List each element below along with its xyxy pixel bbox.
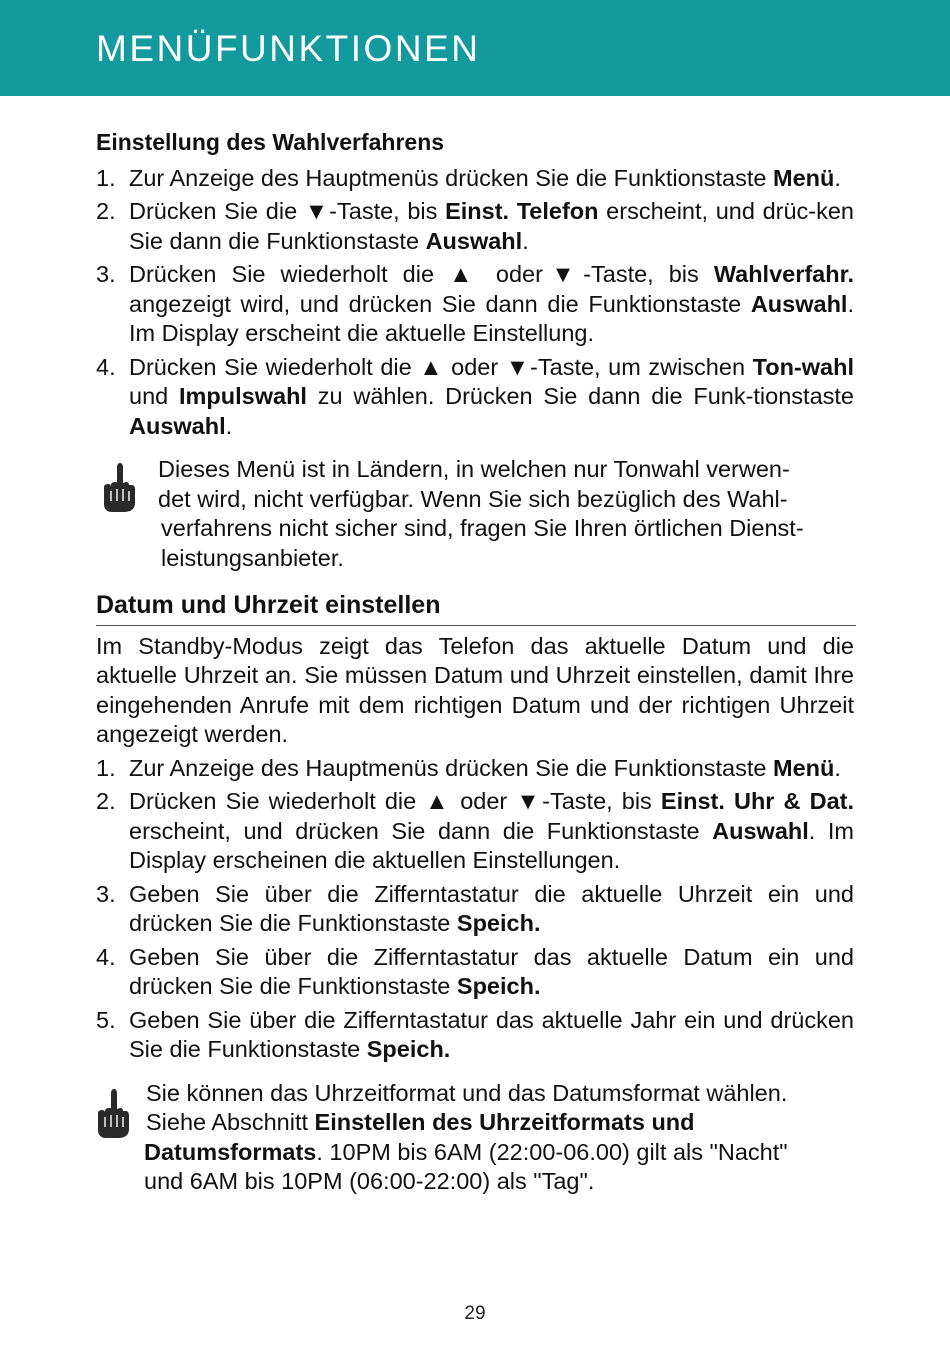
note-line: Sie können das Uhrzeitformat und das Datumsformat wählen. bbox=[146, 1079, 788, 1106]
step-text: Geben Sie über die Zifferntastatur das aktuelle Jahr ein und drücken Sie die Funktionstaste bbox=[129, 1006, 854, 1062]
step-text: Drücken Sie die ▼-Taste, bis bbox=[129, 198, 446, 224]
step-bold-text: Menü bbox=[773, 164, 835, 191]
note-line: verfahrens nicht sicher sind, fragen Sie Ihren örtlichen Dienst- bbox=[161, 515, 804, 541]
step-number: 2. bbox=[96, 788, 116, 814]
step-text: Drücken Sie wiederholt die ▲ oder ▼-Taste, um zwischen bbox=[129, 353, 753, 380]
step-bold-text: Einst. Uhr & Dat. bbox=[660, 788, 854, 814]
list-item bbox=[96, 164, 854, 194]
page-number: 29 bbox=[464, 1303, 486, 1324]
list-item bbox=[96, 787, 854, 876]
list-item bbox=[96, 1006, 854, 1065]
steps-list-date-time bbox=[96, 754, 854, 1065]
step-bold-text: Wahlverfahr. bbox=[713, 261, 854, 287]
step-text: Zur Anzeige des Hauptmenüs drücken Sie die Funktionstaste bbox=[129, 754, 774, 781]
page-content bbox=[96, 128, 854, 1197]
step-number: 4. bbox=[96, 353, 116, 380]
note-box-dialing bbox=[96, 455, 854, 573]
step-bold-text: Impulswahl bbox=[179, 383, 307, 409]
step-text: angezeigt wird, und drücken Sie dann die Funktionstaste bbox=[129, 290, 751, 317]
step-bold-text: Ton-wahl bbox=[752, 353, 854, 380]
pointing-hand-icon bbox=[96, 1087, 130, 1139]
list-item bbox=[96, 754, 854, 784]
section-intro: Im Standby-Modus zeigt das Telefon das aktuelle Datum und die aktuelle Uhrzeit an. Sie müssen Datum und Uhrzeit einstellen, damit Ihre eingehenden Anrufe mit dem richtigen Datum und der richtigen Uhrzeit angezeigt werden. bbox=[96, 632, 854, 747]
step-bold-text: Auswahl bbox=[129, 412, 226, 439]
note-line bbox=[146, 1108, 834, 1138]
list-item bbox=[96, 880, 854, 939]
note-line: und 6AM bis 10PM (06:00-22:00) als "Tag". bbox=[144, 1168, 595, 1194]
note-bold-text: Einstellen des Uhrzeitformats und bbox=[314, 1109, 695, 1135]
list-item bbox=[96, 353, 854, 442]
note-text bbox=[146, 1079, 834, 1197]
note-text-span: . 10PM bis 6AM (22:00-06.00) gilt als "Nacht" bbox=[316, 1138, 788, 1165]
step-text: erscheint, und drüc-ken Sie dann die Funktionstaste bbox=[129, 198, 854, 254]
step-text: Geben Sie über die Zifferntastatur die aktuelle Uhrzeit ein und drücken Sie die Funktionstaste bbox=[129, 880, 854, 936]
step-bold-text: Speich. bbox=[456, 910, 541, 936]
note-box-time-format bbox=[96, 1079, 854, 1197]
step-text: . Im Display erscheinen die aktuellen Einstellungen. bbox=[129, 817, 854, 873]
note-line: det wird, nicht verfügbar. Wenn Sie sich bezüglich des Wahl- bbox=[158, 485, 788, 512]
page-header-bar bbox=[0, 0, 950, 96]
step-text: Geben Sie über die Zifferntastatur das aktuelle Datum ein und drücken Sie die Funktionstaste bbox=[129, 943, 854, 999]
step-number: 1. bbox=[96, 164, 116, 191]
pointing-hand-icon bbox=[102, 461, 136, 513]
step-number: 5. bbox=[96, 1006, 116, 1033]
step-bold-text: Auswahl bbox=[425, 227, 523, 254]
step-text: Drücken Sie wiederholt die ▲ oder▼-Taste, bis bbox=[129, 261, 714, 287]
note-line: leistungsanbieter. bbox=[161, 544, 344, 571]
step-number: 4. bbox=[96, 943, 116, 970]
step-number: 3. bbox=[96, 261, 116, 287]
list-item bbox=[96, 943, 854, 1002]
step-text: . Im Display erscheint die aktuelle Einstellung. bbox=[129, 290, 854, 346]
step-bold-text: Menü bbox=[773, 754, 835, 781]
step-bold-text: Auswahl bbox=[712, 817, 809, 844]
list-item bbox=[96, 260, 854, 349]
step-text: . bbox=[522, 227, 529, 254]
step-number: 2. bbox=[96, 198, 116, 224]
step-text: Drücken Sie wiederholt die ▲ oder ▼-Taste, bis bbox=[129, 788, 661, 814]
list-item bbox=[96, 197, 854, 256]
step-bold-text: Auswahl bbox=[750, 290, 848, 317]
step-bold-text: Speich. bbox=[366, 1036, 451, 1062]
step-number: 3. bbox=[96, 880, 116, 907]
section-heading-dialing-mode: Einstellung des Wahlverfahrens bbox=[96, 129, 445, 155]
step-text: zu wählen. Drücken Sie dann die Funk-tionstaste bbox=[306, 383, 854, 409]
note-bold-text: Datumsformats bbox=[144, 1138, 317, 1165]
step-text: . bbox=[834, 164, 841, 191]
steps-list-dialing-mode bbox=[96, 164, 854, 442]
section-heading-date-time: Datum und Uhrzeit einstellen bbox=[96, 591, 856, 626]
step-text: . bbox=[834, 754, 841, 781]
step-text: und bbox=[129, 383, 179, 409]
note-text-span: Siehe Abschnitt bbox=[146, 1109, 315, 1135]
step-number: 1. bbox=[96, 754, 116, 781]
step-text: erscheint, und drücken Sie dann die Funktionstaste bbox=[129, 817, 713, 844]
note-line bbox=[144, 1138, 834, 1168]
page-header-title: MENÜFUNKTIONEN bbox=[96, 28, 481, 69]
step-bold-text: Einst. Telefon bbox=[445, 198, 599, 224]
step-text: . bbox=[225, 412, 233, 439]
note-text bbox=[158, 455, 842, 573]
step-bold-text: Speich. bbox=[456, 973, 541, 999]
step-text: Zur Anzeige des Hauptmenüs drücken Sie die Funktionstaste bbox=[129, 164, 774, 191]
note-line: Dieses Menü ist in Ländern, in welchen nur Tonwahl verwen- bbox=[158, 456, 790, 482]
